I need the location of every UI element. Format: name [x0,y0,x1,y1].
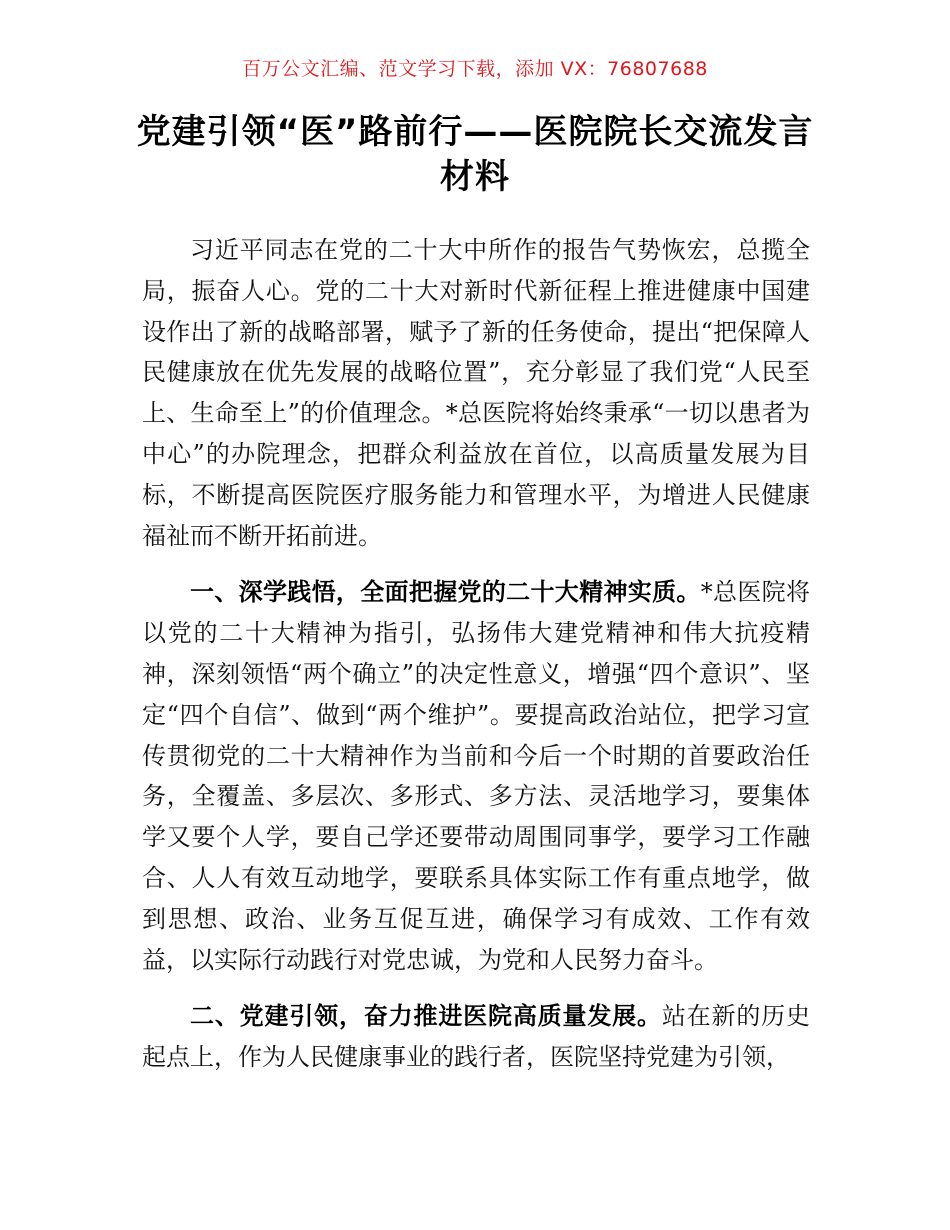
section-heading: 一、深学践悟，全面把握党的二十大精神实质。 [190,578,701,607]
paragraph-text: 站在新的历史起点上，作为人民健康事业的践行者，医院坚持党建为引领， [142,1002,811,1072]
watermark-banner: 百万公文汇编、范文学习下载，添加 VX：76807688 [242,58,708,80]
document-title: 党建引领“医”路前行——医院院长交流发言材料 [136,112,814,197]
paragraph-section-1 [142,572,810,980]
paragraph-text: *总医院将以党的二十大精神为指引，弘扬伟大建党精神和伟大抗疫精神，深刻领悟“两个确立”的决定性意义，增强“四个意识”、坚定“四个自信”、做到“两个维护”。要提高政治站位，把学习宣传贯彻党的二十大精神作为当前和今后一个时期的首要政治任务，全覆盖、多层次、多形式、多方法、灵活地学习，要集体学又要个人学，要自己学还要带动周围同事学，要学习工作融合、人人有效互动地学，要联系具体实际工作有重点地学，做到思想、政治、业务互促互进，确保学习有成效、工作有效益，以实际行动践行对党忠诚，为党和人民努力奋斗。 [142,578,810,974]
paragraph-section-2 [142,996,810,1078]
paragraph-text: 习近平同志在党的二十大中所作的报告气势恢宏，总揽全局，振奋人心。党的二十大对新时代新征程上推进健康中国建设作出了新的战略部署，赋予了新的任务使命，提出“把保障人民健康放在优先发展的战略位置”，充分彰显了我们党“人民至上、生命至上”的价值理念。*总医院将始终秉承“一切以患者为中心”的办院理念，把群众利益放在首位，以高质量发展为目标，不断提高医院医疗服务能力和管理水平，为增进人民健康福祉而不断开拓前进。 [142,236,810,550]
paragraph-intro [142,230,810,556]
document-body [142,230,810,1094]
section-heading: 二、党建引领，奋力推进医院高质量发展。 [190,1002,662,1031]
